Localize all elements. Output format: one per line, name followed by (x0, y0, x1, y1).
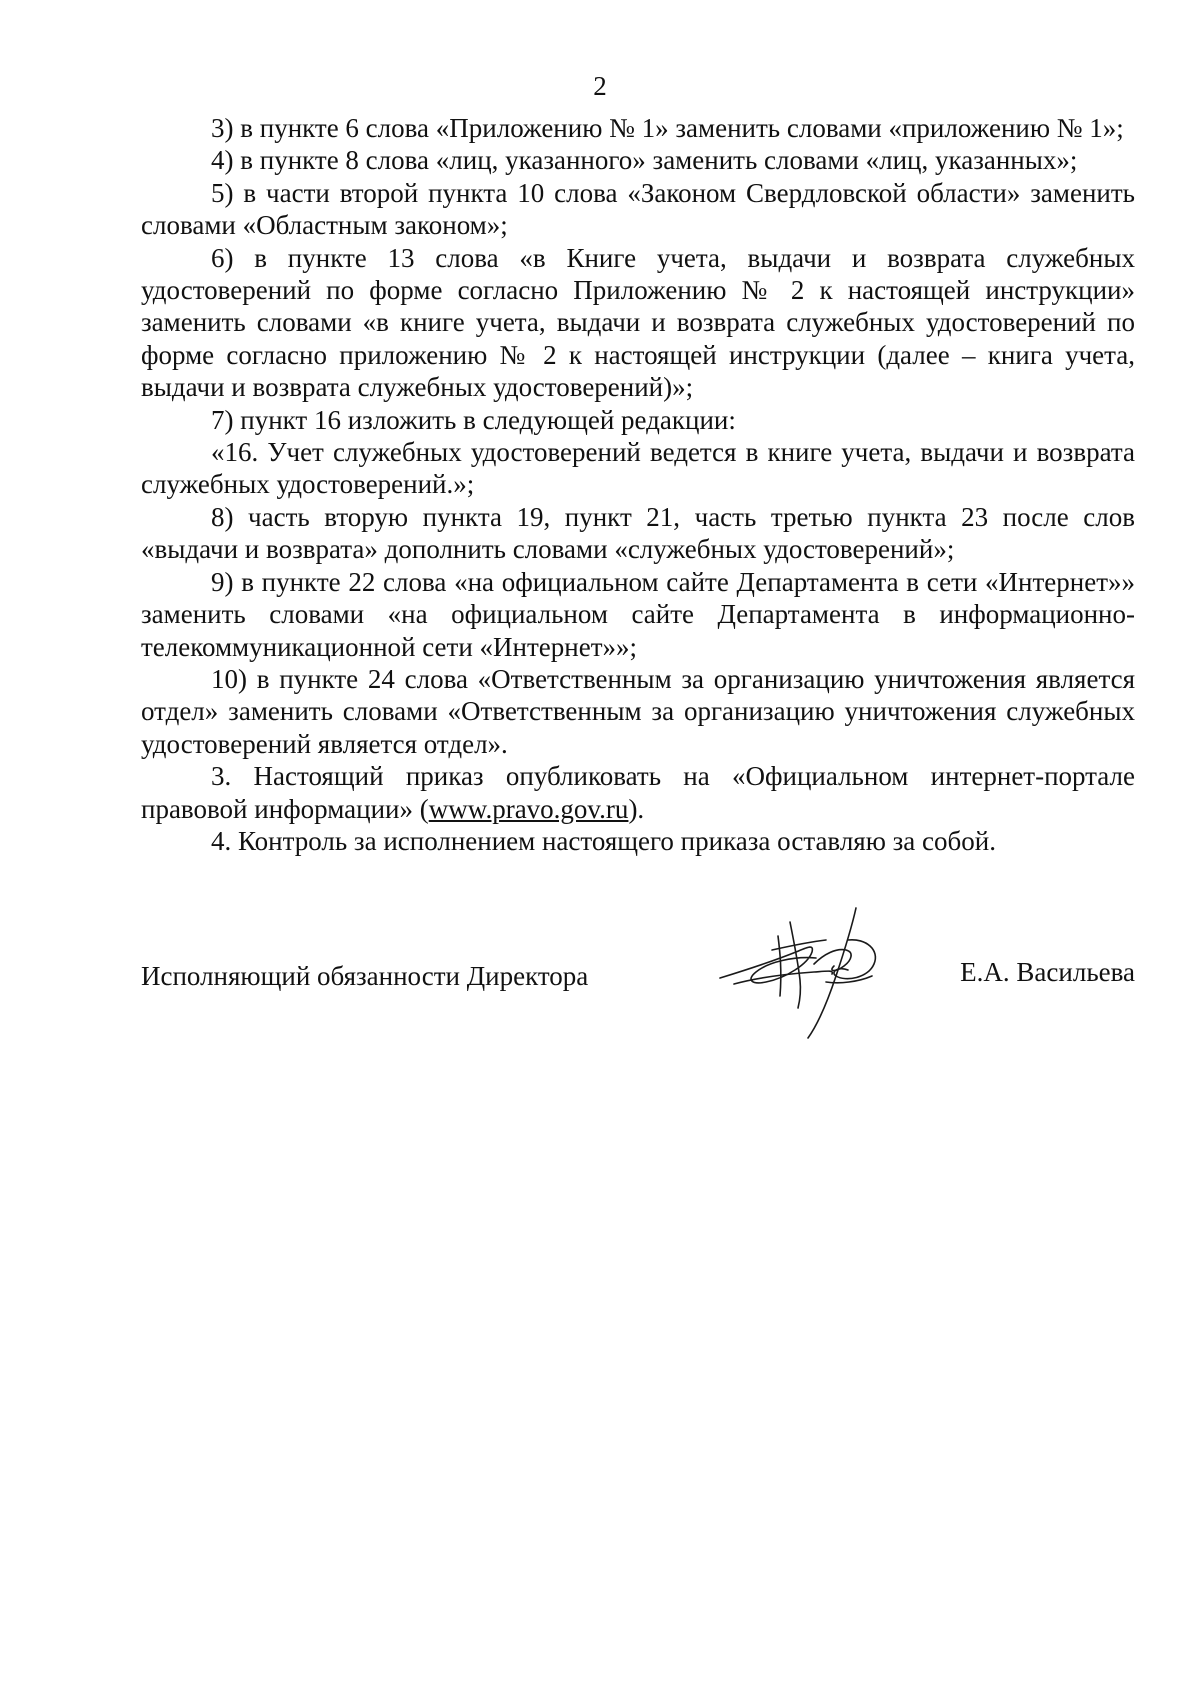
publication-suffix: ). (628, 793, 645, 824)
new-clause-16: «16. Учет служебных удостоверений ведется в книге учета, выдачи и возврата служебных удостоверений.»; (141, 437, 1135, 500)
pravo-link[interactable]: www.pravo.gov.ru (428, 793, 629, 824)
amendment-item-7: 7) пункт 16 изложить в следующей редакции: (211, 404, 736, 435)
page-number: 2 (593, 71, 607, 101)
publication-paragraph (141, 760, 1135, 825)
document-body (141, 112, 1135, 857)
signer-position: Исполняющий обязанности Директора (141, 961, 589, 991)
signer-name: Е.А. Васильева (960, 957, 1135, 987)
amendment-item-5: 5) в части второй пункта 10 слова «Законом Свердловской области» заменить словами «Областным законом»; (141, 177, 1135, 241)
amendment-item-3: 3) в пункте 6 слова «Приложению № 1» заменить словами «приложению № 1»; (211, 113, 1124, 143)
amendment-item-9: 9) в пункте 22 слова «на официальном сайте Департамента в сети «Интернет»» заменить словами «на официальном сайте Департамента в информационно-телекоммуникационной сети «Интернет»»; (141, 566, 1135, 662)
control-paragraph: 4. Контроль за исполнением настоящего приказа оставляю за собой. (211, 825, 996, 856)
amendment-item-4: 4) в пункте 8 слова «лиц, указанного» заменить словами «лиц, указанных»; (211, 145, 1078, 176)
handwritten-signature (716, 900, 896, 1040)
amendment-item-6: 6) в пункте 13 слова «в Книге учета, выдачи и возврата служебных удостоверений по форме согласно Приложению № 2 к настоящей инструкции» заменить словами «в книге учета, выдачи и возврата служебных удостоверений по форме согласно приложению № 2 к настоящей инструкции (далее – книга учета, выдачи и возврата служебных удостоверений)»; (141, 242, 1135, 403)
signature-block (141, 900, 1135, 1030)
amendment-item-10: 10) в пункте 24 слова «Ответственным за организацию уничтожения является отдел» заменить словами «Ответственным за организацию уничтожения служебных удостоверений является отдел». (141, 663, 1135, 759)
amendment-item-8: 8) часть вторую пункта 19, пункт 21, часть третью пункта 23 после слов «выдачи и возврата» дополнить словами «служебных удостоверений»; (141, 501, 1135, 565)
publication-text: 3. Настоящий приказ опубликовать на «Официальном интернет-портале правовой информации» ( (141, 761, 1135, 824)
